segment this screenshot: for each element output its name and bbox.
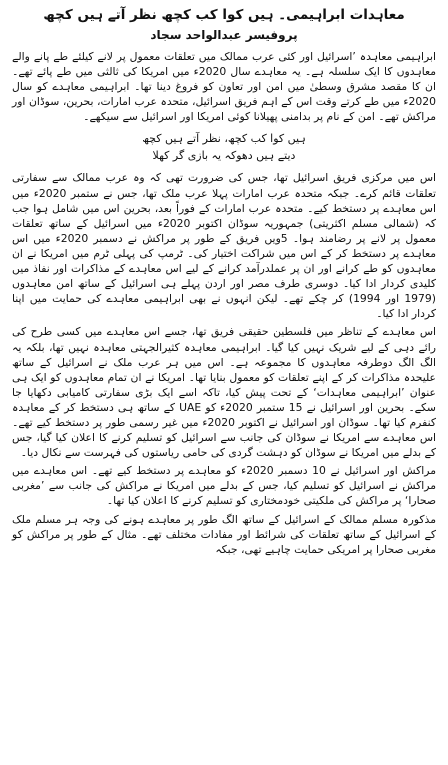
paragraph-morocco: مراکش اور اسرائیل نے 10 دسمبر 2020ء کو معاہدے پر دستخط کیے تھے۔ اس معاہدے میں مراکش نے اسرائیل کو تسلیم کیا، جس کے بدلے میں امریکا نے مراکش کی جانب سے ’مغربی صحارا‘ پر مراکش کی ملکیتی خودمختاری کو تسلیم کرنے کا اعلان کیا تھا۔ [12, 464, 436, 508]
article-author: پروفیسر عبدالواحد سجاد [150, 28, 298, 42]
paragraph-intro: ابراہیمی معاہدہ ’اسرائیل اور کئی عرب ممالک میں تعلقات معمول پر لانے کیلئے طے پانے والے معاہدوں کا ایک سلسلہ ہے۔ یہ معاہدے سال 2020ء میں امریکا کی ثالثی میں طے پائے تھے۔ ان کا مقصد مشرق وسطیٰ میں امن اور تعاون کو فروغ دینا تھا۔ ابراہیمی معاہدے کو سال 2020ء میں طے کرتے وقت اس کے اہم فریق اسرائیل، متحدہ عرب امارات، بحرین، سوڈان اور مراکش تھے۔ امن کے نام پر بدامنی پھیلانا کوئی امریکا اور اسرائیل سے سیکھے۔ [12, 50, 437, 124]
verse-line-1: ہیں کوا کب کچھ، نظر آتے ہیں کچھ [142, 132, 306, 146]
article-title: معاہدات ابراہیمی۔ ہیں کوا کب کچھ نظر آتے ہیں کچھ [43, 7, 405, 23]
paragraph-palestine: اس معاہدے کے تناظر میں فلسطین حقیقی فریق تھا، جسے اس معاہدے میں کسی طرح کی رائے دہی کے لیے شریک نہیں کیا گیا۔ ابراہیمی معاہدہ کثیرالجہتی معاہدہ نہیں تھا، بلکہ یہ الگ الگ دوطرفہ معاہدوں کا مجموعہ ہے۔ اس میں ہر عرب ملک نے اسرائیل کے ساتھ علیحدہ مذاکرات کر کے اپنے تعلقات کو معمول بنایا تھا۔ امریکا نے ان تمام معاہدوں کو ایک ہی عنوان ’ابراہیمی معاہدات‘ کے تحت پیش کیا، تاکہ اسے ایک بڑی سفارتی کامیابی دکھایا جا سکے۔ بحرین اور اسرائیل نے 15 ستمبر 2020ء کو UAE کے ساتھ ہی دستخط کر کے معاہدہ کنفرم کیا تھا۔ سوڈان اور اسرائیل نے اکتوبر 2020ء میں غیر رسمی طور پر دستخط کیے تھے۔ اس معاہدے سے امریکا نے سوڈان کی جانب سے اسرائیل کو تسلیم کرنے کا اعلان کیا گیا، جس کے بدلے میں امریکا نے سوڈان کو دہشت گردی کی حامی ریاستوں کی فہرست سے نکال دیا۔ [12, 325, 436, 460]
poetry-couplet [12, 130, 436, 164]
verse-line-2: دیتے ہیں دھوکہ یہ بازی گر کھلا [152, 149, 296, 163]
paragraph-parties: اس میں مرکزی فریق اسرائیل تھا، جس کی ضرورت تھی کہ وہ عرب ممالک سے سفارتی تعلقات قائم کرے۔ جبکہ متحدہ عرب امارات پہلا عرب ملک تھا، جس نے ستمبر 2020ء میں اس معاہدے پر دستخط کیے۔ متحدہ عرب امارات کے فوراً بعد، بحرین اس میں شامل ہوا جب کہ (شمالی مسلم اکثریتی) جمہوریہ سوڈان اکتوبر 2020ء میں اسرائیل کے ساتھ تعلقات معمول پر لانے پر رضامند ہوا۔ 5ویں فریق کے طور پر مراکش نے دسمبر 2020ء میں اس معاہدے پر دستخط کر کے اس میں شراکت اختیار کی۔ ٹرمپ کی پہلی ٹرم میں امریکا نے ان معاہدوں کو طے کرانے اور ان پر عملدرآمد کرانے کے لیے اس معاہدے کے مذاکرات اور نفاذ میں کلیدی کردار ادا کیا۔ دوسری طرف مصر اور اردن پہلے ہی اسرائیل کے ساتھ امن معاہدوں (1979 اور 1994) کر چکے تھے۔ لیکن انہوں نے بھی ابراہیمی معاہدے کی حمایت میں اپنا کردار ادا کیا۔ [12, 171, 437, 321]
paragraph-conclusion: مذکورہ مسلم ممالک کے اسرائیل کے ساتھ الگ طور پر معاہدے ہونے کی وجہ ہر مسلم ملک کے اسرائیل کے ساتھ تعلقات کی شرائط اور مفادات مختلف تھے۔ مثال کے طور پر مراکش کو مغربی صحارا پر امریکی حمایت چاہیے تھی، جبکہ [12, 512, 436, 556]
